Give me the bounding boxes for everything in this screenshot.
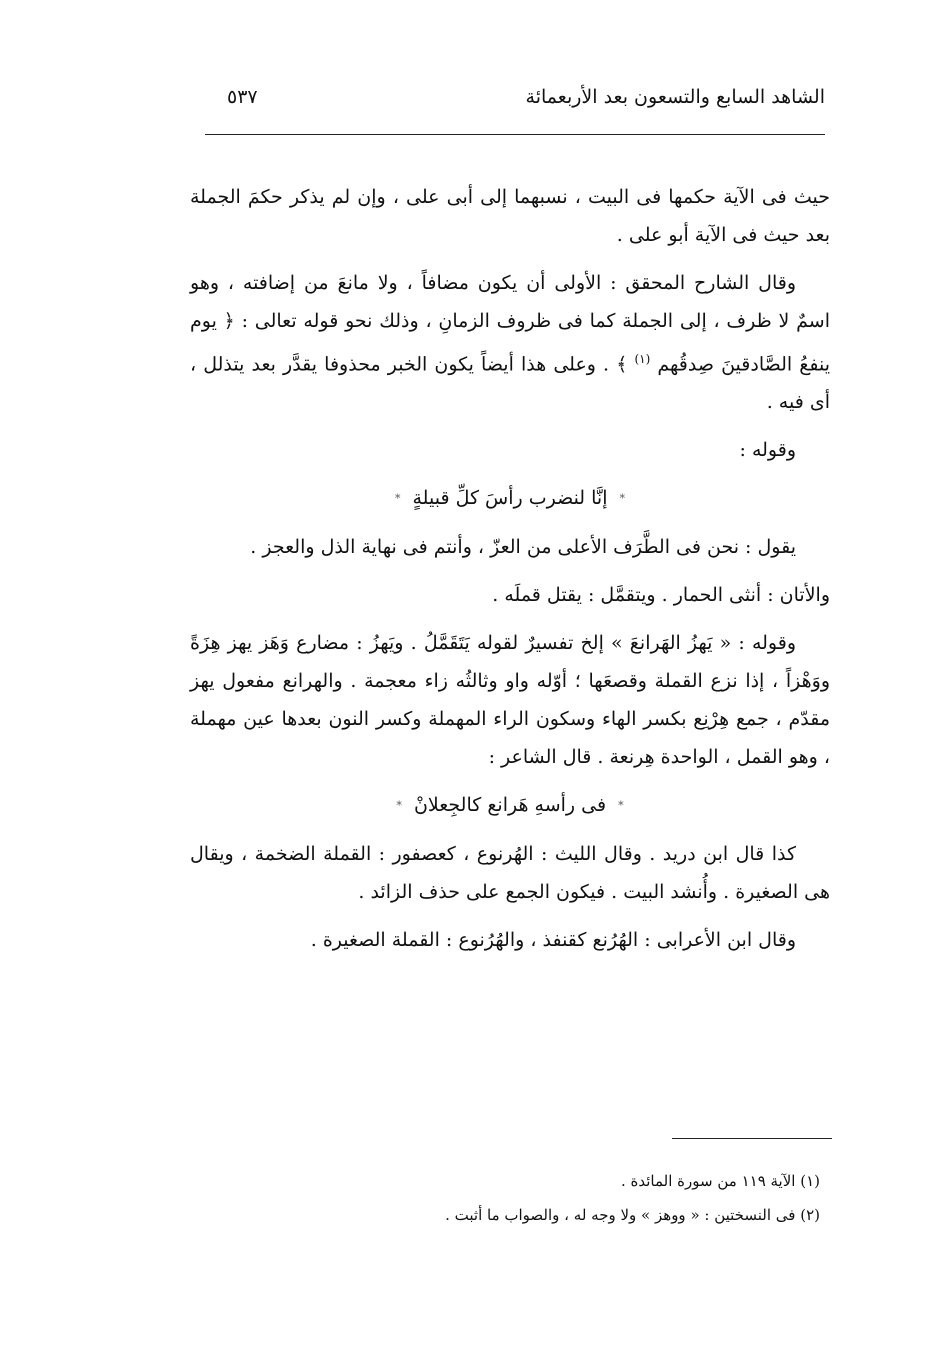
paragraph-2-text-start: وقال الشارح المحقق : الأولى أن يكون مضافاً ، ولا مانعَ من إضافته ، وهو اسمٌ لا ظرف ، إلى الجملة كما فى ظروف الزمانِ ، وذلك نحو قوله تعالى : ﴿ يوم ينفعُ الصَّادقينَ صِدقُهم [190,272,830,376]
paragraph-3: وقوله : [739,439,796,462]
paragraph-1: حيث فى الآية حكمها فى البيت ، نسبهما إلى أبى على ، وإن لم يذكر حكمَ الجملة بعد حيث فى الآية أبو على . [190,186,830,246]
footnote-reference-1: (١) [634,352,651,366]
main-text [190,178,830,969]
verse-star-icon: * [394,492,401,506]
paragraph-2-text-end: ﴾ . وعلى هذا أيضاً يكون الخبر محذوفا يقدَّر بعد يتذلل ، أى فيه . [190,353,830,414]
paragraph-5: والأتان : أنثى الحمار . ويتقمَّل : يقتل قملَه . [492,584,830,607]
page-number: ٥٣٧ [227,86,258,108]
verse-2-text: فى رأسهِ هَرانع كالجِعلانْ [413,794,607,817]
footnotes [300,1164,820,1232]
page-header [205,86,825,122]
paragraph-7: كذا قال ابن دريد . وقال الليث : الهُرنوع ، كعصفور : القملة الضخمة ، ويقال هى الصغيرة . وأُنشد البيت . فيكون الجمع على حذف الزائد . [190,843,830,904]
running-title: الشاهد السابع والتسعون بعد الأربعمائة [525,86,825,108]
verse-1-text: إنَّا لنضرب رأسَ كلِّ قبيلةٍ [412,487,608,510]
footnote-1: (١) الآية ١١٩ من سورة المائدة . [620,1172,820,1190]
verse-1 [190,479,830,518]
header-divider [205,134,825,135]
paragraph-6: وقوله : « يَهزُ الهَرانعَ » إلخ تفسيرٌ لقوله يَتَقَمَّلُ . ويَهزُ : مضارع وَهَز يهز هِزَةً ووَهْزاً ، إذا نزع القملة وقصعَها ؛ أوّله واو وثالثُه زاء معجمة . والهرانع مفعول يهز مقدّم ، جمع هِرْنِع بكسر الهاء وسكون الراء المهملة وكسر النون بعدها عين مهملة ، وهو القمل ، الواحدة هِرنعة . قال الشاعر : [190,632,830,769]
footnote-2: (٢) فى النسختين : « ووهز » ولا وجه له ، والصواب ما أثبت . [445,1206,820,1224]
footnote-divider [672,1138,832,1139]
paragraph-8: وقال ابن الأعرابى : الهُرُنع كقنفذ ، والهُرُنوع : القملة الصغيرة . [310,929,796,952]
paragraph-4: يقول : نحن فى الطَّرَف الأعلى من العزّ ، وأنتم فى نهاية الذل والعجز . [250,536,796,559]
verse-star-icon: * [396,799,402,813]
paragraph-2 [190,264,830,421]
verse-star-icon: * [619,492,626,506]
verse-2 [190,786,830,825]
verse-star-icon: * [618,799,624,813]
